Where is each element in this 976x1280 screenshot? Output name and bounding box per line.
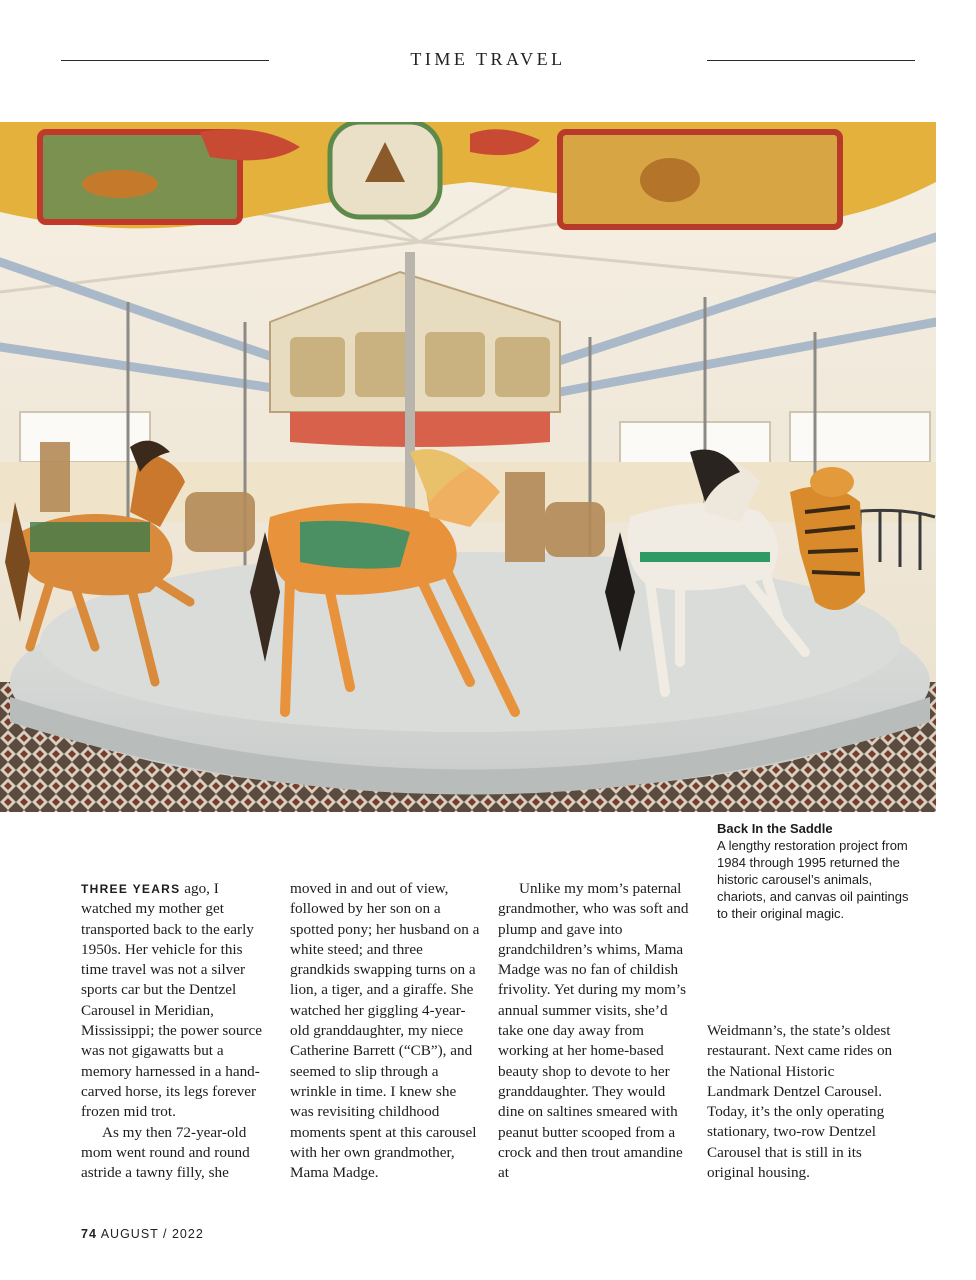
header-rule-right	[707, 60, 915, 61]
header-rule-left	[61, 60, 269, 61]
page-folio	[81, 1227, 204, 1241]
article-paragraph	[81, 879, 273, 1123]
page-number: 74	[81, 1227, 97, 1241]
article-paragraph: Weidmann’s, the state’s oldest restaurant. Next came rides on the National Historic Landmark Dentzel Carousel. Today, it’s the only operating stationary, two-row Dentzel Carousel that is still in its original housing.	[707, 1022, 893, 1182]
paragraph-text: ago, I watched my mother get transported back to the early 1950s. Her vehicle for this time travel was not a silver sports car but the Dentzel Carousel in Meridian, Mississippi; the power source was not gigawatts but a memory harnessed in a hand-carved horse, its legs forever frozen mid trot.	[81, 880, 262, 1121]
carousel-photo	[0, 122, 936, 812]
issue-date: AUGUST / 2022	[100, 1227, 204, 1241]
article-column-4	[707, 1021, 899, 1183]
article-column-1	[81, 879, 273, 1183]
photo-caption	[717, 820, 917, 922]
section-title: TIME TRAVEL	[410, 49, 566, 69]
article-paragraph: Unlike my mom’s paternal grandmother, who was soft and plump and gave into grandchildren’s whims, Mama Madge was no fan of childish frivolity. Yet during my mom’s annual summer visits, she’d take one day away from working at her home-based beauty shop to devote to her granddaughter. They would dine on saltines smeared with peanut butter scooped from a crock and then trout amandine at	[498, 880, 689, 1182]
article-paragraph: As my then 72-year-old mom went round and round astride a tawny filly, she	[81, 1123, 250, 1182]
article-paragraph: moved in and out of view, followed by her son on a spotted pony; her husband on a white steed; and three grandkids swapping turns on a lion, a tiger, and a giraffe. She watched her giggling 4-year-old granddaughter, my niece Catherine Barrett (“CB”), and seemed to slip through a wrinkle in time. I knew she was revisiting childhood moments spent at this carousel with her own grandmother, Mama Madge.	[290, 880, 480, 1182]
caption-title: Back In the Saddle	[717, 821, 833, 836]
lead-in: THREE YEARS	[81, 882, 181, 896]
caption-text: A lengthy restoration project from 1984 through 1995 returned the historic carousel’s animals, chariots, and canvas oil paintings to their original magic.	[717, 838, 909, 921]
article-column-3	[498, 879, 690, 1183]
article-column-2	[290, 879, 482, 1183]
